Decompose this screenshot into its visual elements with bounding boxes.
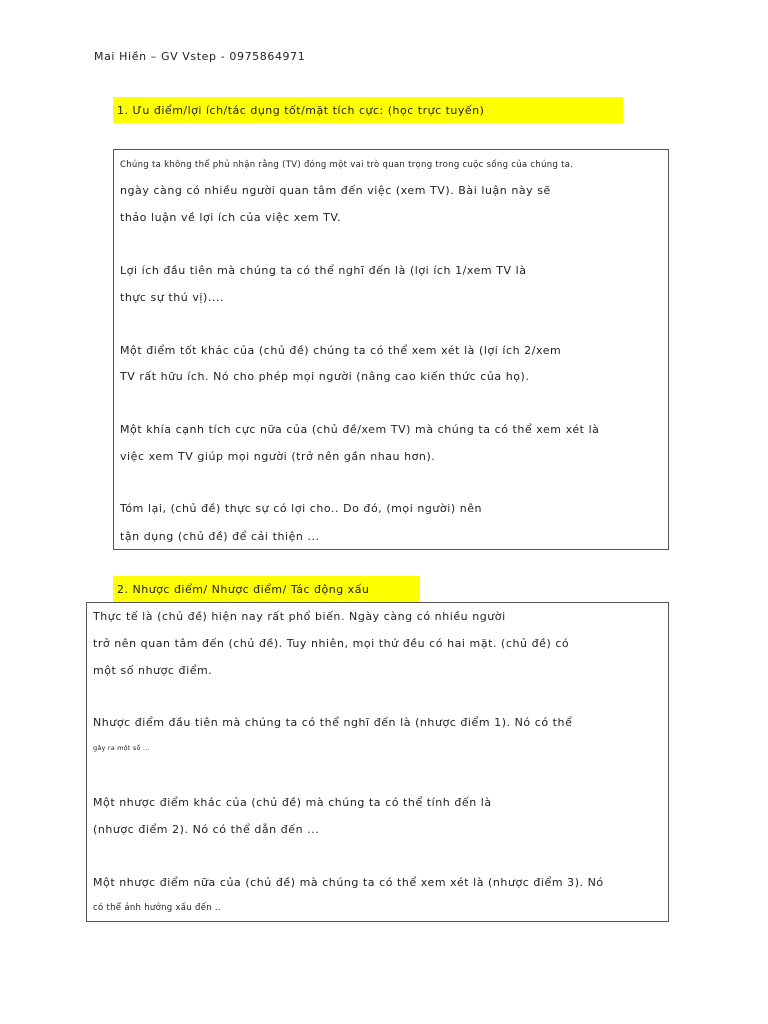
section1-line: Lợi ích đầu tiên mà chúng ta có thể nghĩ đến là (lợi ích 1/xem TV là — [120, 264, 527, 277]
section2-line: Nhược điểm đầu tiên mà chúng ta có thể nghĩ đến là (nhược điểm 1). Nó có thể — [93, 716, 573, 729]
section2-line: có thể ảnh hưởng xấu đến .. — [93, 903, 221, 913]
section2-line: một số nhược điểm. — [93, 664, 213, 677]
section1-line: Một điểm tốt khác của (chủ đề) chúng ta có thể xem xét là (lợi ích 2/xem — [120, 344, 562, 357]
section1-line: Chúng ta không thể phủ nhận rằng (TV) đóng một vai trò quan trọng trong cuộc sống của chúng ta. — [120, 160, 574, 170]
section1-line: ngày càng có nhiều người quan tâm đến việc (xem TV). Bài luận này sẽ — [120, 184, 551, 197]
section1-box — [113, 149, 669, 550]
section2-heading: 2. Nhược điểm/ Nhược điểm/ Tác động xấu — [113, 576, 420, 602]
section1-line: việc xem TV giúp mọi người (trở nên gần nhau hơn). — [120, 450, 436, 463]
section2-box — [86, 602, 669, 922]
section1-line: TV rất hữu ích. Nó cho phép mọi người (nâng cao kiến thức của họ). — [120, 370, 530, 383]
section1-line: thảo luận về lợi ích của việc xem TV. — [120, 211, 342, 224]
section1-line: Một khía cạnh tích cực nữa của (chủ đề/xem TV) mà chúng ta có thể xem xét là — [120, 423, 600, 436]
section2-line: (nhược điểm 2). Nó có thể dẫn đến ... — [93, 823, 320, 836]
section1-heading: 1. Ưu điểm/lợi ích/tác dụng tốt/mặt tích cực: (học trực tuyến) — [113, 97, 623, 123]
section2-line: Một nhược điểm khác của (chủ đề) mà chúng ta có thể tính đến là — [93, 796, 492, 809]
section1-line: tận dụng (chủ đề) để cải thiện ... — [120, 530, 320, 543]
section1-line: Tóm lại, (chủ đề) thực sự có lợi cho.. Do đó, (mọi người) nên — [120, 502, 483, 515]
section1-line: thực sự thú vị).... — [120, 291, 225, 304]
section2-line: Thực tế là (chủ đề) hiện nay rất phổ biến. Ngày càng có nhiều người — [93, 610, 506, 623]
section2-line: gây ra một số ... — [93, 744, 150, 752]
section2-line: Một nhược điểm nữa của (chủ đề) mà chúng ta có thể xem xét là (nhược điểm 3). Nó — [93, 876, 604, 889]
section2-line: trở nên quan tâm đến (chủ đề). Tuy nhiên, mọi thứ đều có hai mặt. (chủ đề) có — [93, 637, 570, 650]
document-header: Mai Hiền – GV Vstep - 0975864971 — [94, 50, 306, 63]
